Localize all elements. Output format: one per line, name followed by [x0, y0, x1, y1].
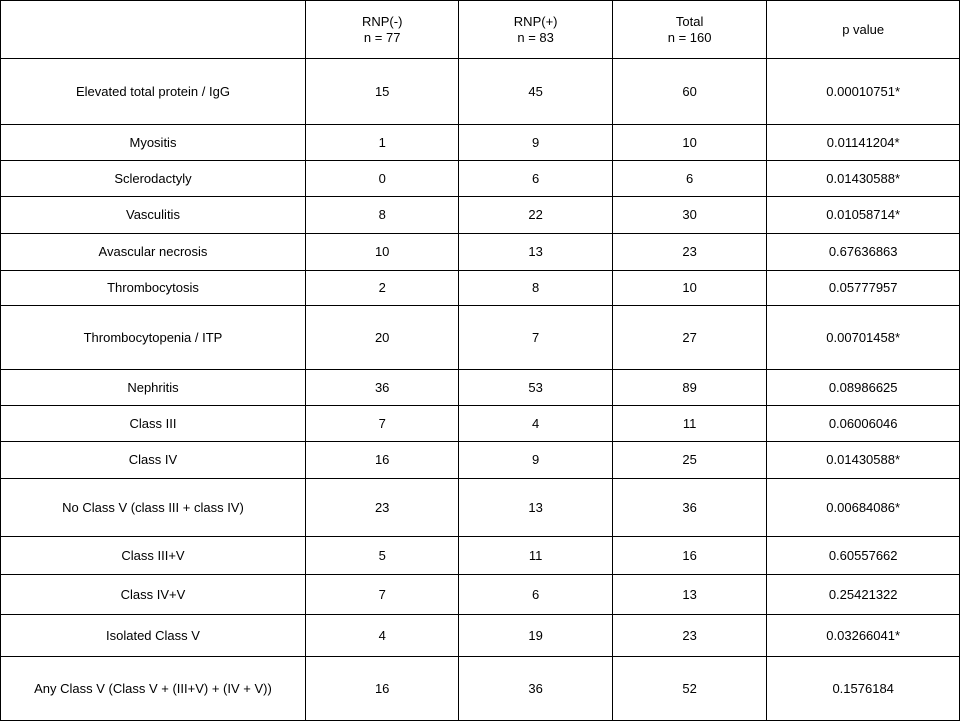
rnp-positive-cell: 19 [459, 615, 612, 657]
table-row [1, 537, 960, 575]
p-value-cell: 0.03266041* [767, 615, 960, 657]
rnp-positive-cell: 6 [459, 575, 612, 615]
p-value-cell: 0.00701458* [767, 306, 960, 370]
row-label-cell: Sclerodactyly [1, 161, 306, 197]
rnp-negative-cell: 8 [305, 197, 458, 234]
table-row [1, 271, 960, 306]
rnp-negative-cell: 20 [305, 306, 458, 370]
table-row [1, 161, 960, 197]
row-label-cell: Avascular necrosis [1, 234, 306, 271]
header-cell-rnp-negative: RNP(-) n = 77 [305, 1, 458, 59]
p-value-cell: 0.00010751* [767, 59, 960, 125]
rnp-negative-cell: 4 [305, 615, 458, 657]
rnp-positive-cell: 22 [459, 197, 612, 234]
total-cell: 36 [612, 479, 766, 537]
total-cell: 23 [612, 234, 766, 271]
total-cell: 16 [612, 537, 766, 575]
rnp-positive-cell: 45 [459, 59, 612, 125]
table-body [1, 59, 960, 721]
row-label-cell: Thrombocytopenia / ITP [1, 306, 306, 370]
row-label-cell: Class III+V [1, 537, 306, 575]
row-label-cell: Myositis [1, 125, 306, 161]
rnp-negative-cell: 15 [305, 59, 458, 125]
p-value-cell: 0.00684086* [767, 479, 960, 537]
rnp-positive-cell: 9 [459, 125, 612, 161]
total-cell: 10 [612, 271, 766, 306]
total-cell: 6 [612, 161, 766, 197]
total-cell: 27 [612, 306, 766, 370]
row-label-cell: Thrombocytosis [1, 271, 306, 306]
total-cell: 10 [612, 125, 766, 161]
header-cell-total: Total n = 160 [612, 1, 766, 59]
rnp-negative-cell: 7 [305, 406, 458, 442]
row-label-cell: Class III [1, 406, 306, 442]
row-label-cell: Nephritis [1, 370, 306, 406]
table-row [1, 125, 960, 161]
rnp-positive-cell: 7 [459, 306, 612, 370]
rnp-negative-cell: 1 [305, 125, 458, 161]
total-cell: 89 [612, 370, 766, 406]
row-label-cell: Vasculitis [1, 197, 306, 234]
table-row [1, 197, 960, 234]
rnp-positive-cell: 13 [459, 234, 612, 271]
table-row [1, 479, 960, 537]
table-row [1, 442, 960, 479]
header-row [1, 1, 960, 59]
table-row [1, 657, 960, 721]
header-cell-p-value: p value [767, 1, 960, 59]
total-cell: 60 [612, 59, 766, 125]
rnp-negative-cell: 36 [305, 370, 458, 406]
total-cell: 11 [612, 406, 766, 442]
rnp-positive-cell: 6 [459, 161, 612, 197]
p-value-cell: 0.67636863 [767, 234, 960, 271]
p-value-cell: 0.60557662 [767, 537, 960, 575]
p-value-cell: 0.25421322 [767, 575, 960, 615]
p-value-cell: 0.06006046 [767, 406, 960, 442]
rnp-positive-cell: 36 [459, 657, 612, 721]
row-label-cell: Class IV [1, 442, 306, 479]
row-label-cell: Isolated Class V [1, 615, 306, 657]
p-value-cell: 0.05777957 [767, 271, 960, 306]
rnp-positive-cell: 8 [459, 271, 612, 306]
total-cell: 23 [612, 615, 766, 657]
total-cell: 13 [612, 575, 766, 615]
table-row [1, 59, 960, 125]
header-cell-empty [1, 1, 306, 59]
header-cell-rnp-positive: RNP(+) n = 83 [459, 1, 612, 59]
rnp-negative-cell: 5 [305, 537, 458, 575]
row-label-cell: Class IV+V [1, 575, 306, 615]
rnp-positive-cell: 53 [459, 370, 612, 406]
rnp-negative-cell: 16 [305, 442, 458, 479]
table-row [1, 615, 960, 657]
rnp-negative-cell: 2 [305, 271, 458, 306]
rnp-negative-cell: 10 [305, 234, 458, 271]
p-value-cell: 0.01141204* [767, 125, 960, 161]
table-header [1, 1, 960, 59]
rnp-positive-cell: 9 [459, 442, 612, 479]
rnp-negative-cell: 7 [305, 575, 458, 615]
total-cell: 25 [612, 442, 766, 479]
p-value-cell: 0.01430588* [767, 442, 960, 479]
table-row [1, 234, 960, 271]
rnp-negative-cell: 16 [305, 657, 458, 721]
row-label-cell: Any Class V (Class V + (III+V) + (IV + V)) [1, 657, 306, 721]
rnp-positive-cell: 4 [459, 406, 612, 442]
table-row [1, 306, 960, 370]
p-value-cell: 0.01058714* [767, 197, 960, 234]
table-row [1, 406, 960, 442]
table-row [1, 370, 960, 406]
row-label-cell: No Class V (class III + class IV) [1, 479, 306, 537]
p-value-cell: 0.08986625 [767, 370, 960, 406]
rnp-negative-cell: 23 [305, 479, 458, 537]
rnp-negative-cell: 0 [305, 161, 458, 197]
rnp-positive-cell: 11 [459, 537, 612, 575]
p-value-cell: 0.01430588* [767, 161, 960, 197]
rnp-positive-cell: 13 [459, 479, 612, 537]
total-cell: 30 [612, 197, 766, 234]
total-cell: 52 [612, 657, 766, 721]
row-label-cell: Elevated total protein / IgG [1, 59, 306, 125]
p-value-cell: 0.1576184 [767, 657, 960, 721]
table-row [1, 575, 960, 615]
